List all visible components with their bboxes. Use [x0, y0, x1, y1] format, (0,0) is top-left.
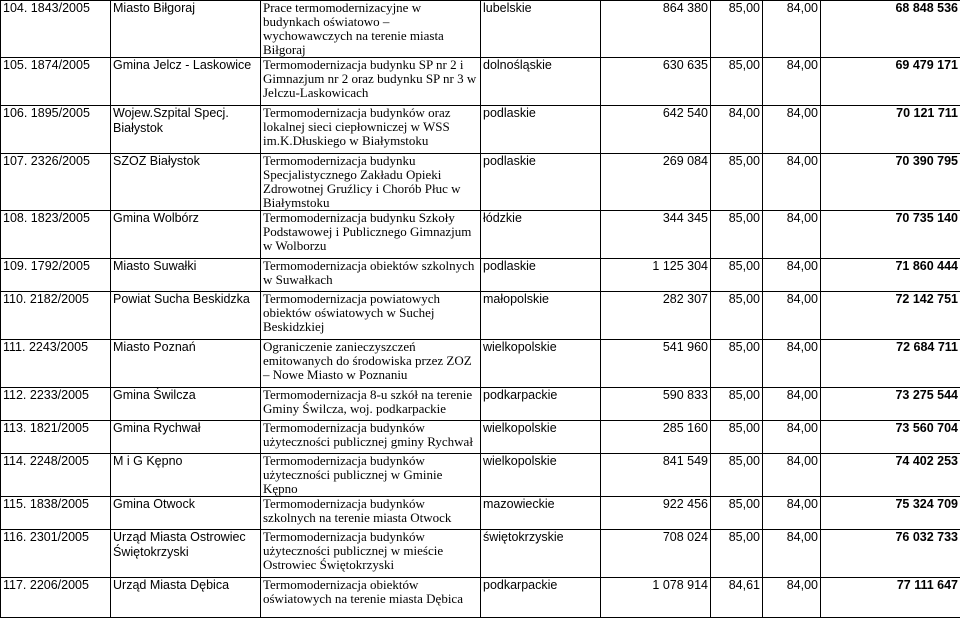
- beneficiary: Miasto Suwałki: [111, 259, 261, 292]
- beneficiary: Gmina Jelcz - Laskowice: [111, 58, 261, 106]
- project-cost: 922 456: [601, 497, 711, 530]
- row-number: 115. 1838/2005: [1, 497, 111, 530]
- cumulative-total: 70 121 711: [821, 106, 960, 154]
- percent-b: 84,00: [763, 58, 821, 106]
- cumulative-total: 72 684 711: [821, 340, 960, 388]
- percent-a: 85,00: [711, 292, 763, 340]
- beneficiary: Gmina Otwock: [111, 497, 261, 530]
- voivodeship: wielkopolskie: [481, 454, 601, 497]
- cumulative-total: 70 390 795: [821, 154, 960, 211]
- cumulative-total: 73 560 704: [821, 421, 960, 454]
- project-cost: 541 960: [601, 340, 711, 388]
- project-description: Ograniczenie zanieczyszczeń emitowanych do środowiska przez ZOZ – Nowe Miasto w Poznaniu: [261, 340, 481, 388]
- project-description: Termomodernizacja budynku Szkoły Podstawowej i Publicznego Gimnazjum w Wolborzu: [261, 211, 481, 259]
- voivodeship: podkarpackie: [481, 578, 601, 618]
- table-row: [1, 454, 960, 497]
- voivodeship: łódzkie: [481, 211, 601, 259]
- voivodeship: mazowieckie: [481, 497, 601, 530]
- percent-b: 84,00: [763, 421, 821, 454]
- cumulative-total: 74 402 253: [821, 454, 960, 497]
- percent-b: 84,00: [763, 154, 821, 211]
- voivodeship: wielkopolskie: [481, 421, 601, 454]
- project-description: Termomodernizacja powiatowych obiektów oświatowych w Suchej Beskidzkiej: [261, 292, 481, 340]
- voivodeship: podkarpackie: [481, 388, 601, 421]
- table-row: [1, 106, 960, 154]
- beneficiary: Urząd Miasta Dębica: [111, 578, 261, 618]
- row-number: 113. 1821/2005: [1, 421, 111, 454]
- project-cost: 841 549: [601, 454, 711, 497]
- beneficiary: Gmina Świlcza: [111, 388, 261, 421]
- voivodeship: podlaskie: [481, 106, 601, 154]
- percent-a: 85,00: [711, 154, 763, 211]
- percent-b: 84,00: [763, 530, 821, 578]
- beneficiary: Gmina Wolbórz: [111, 211, 261, 259]
- beneficiary: Miasto Biłgoraj: [111, 1, 261, 58]
- percent-b: 84,00: [763, 106, 821, 154]
- table-row: [1, 1, 960, 58]
- table-row: [1, 388, 960, 421]
- project-description: Termomodernizacja 8-u szkół na terenie Gminy Świlcza, woj. podkarpackie: [261, 388, 481, 421]
- table-row: [1, 58, 960, 106]
- project-description: Termomodernizacja budynków szkolnych na terenie miasta Otwock: [261, 497, 481, 530]
- project-cost: 344 345: [601, 211, 711, 259]
- percent-a: 85,00: [711, 259, 763, 292]
- beneficiary: Powiat Sucha Beskidzka: [111, 292, 261, 340]
- percent-b: 84,00: [763, 211, 821, 259]
- voivodeship: dolnośląskie: [481, 58, 601, 106]
- row-number: 112. 2233/2005: [1, 388, 111, 421]
- percent-b: 84,00: [763, 340, 821, 388]
- percent-b: 84,00: [763, 497, 821, 530]
- percent-a: 85,00: [711, 58, 763, 106]
- row-number: 106. 1895/2005: [1, 106, 111, 154]
- project-description: Termomodernizacja budynków oraz lokalnej sieci ciepłowniczej w WSS im.K.Dłuskiego w Białymstoku: [261, 106, 481, 154]
- percent-b: 84,00: [763, 1, 821, 58]
- table-row: [1, 421, 960, 454]
- row-number: 114. 2248/2005: [1, 454, 111, 497]
- percent-b: 84,00: [763, 259, 821, 292]
- table-row: [1, 578, 960, 618]
- percent-a: 85,00: [711, 497, 763, 530]
- cumulative-total: 69 479 171: [821, 58, 960, 106]
- project-cost: 282 307: [601, 292, 711, 340]
- table-row: [1, 292, 960, 340]
- beneficiary: Urząd Miasta Ostrowiec Świętokrzyski: [111, 530, 261, 578]
- table-row: [1, 259, 960, 292]
- table-row: [1, 211, 960, 259]
- beneficiary: M i G Kępno: [111, 454, 261, 497]
- table-row: [1, 340, 960, 388]
- percent-a: 85,00: [711, 340, 763, 388]
- project-cost: 590 833: [601, 388, 711, 421]
- project-description: Termomodernizacja obiektów oświatowych na terenie miasta Dębica: [261, 578, 481, 618]
- percent-a: 84,61: [711, 578, 763, 618]
- voivodeship: małopolskie: [481, 292, 601, 340]
- table-row: [1, 154, 960, 211]
- project-description: Termomodernizacja budynków użyteczności publicznej w Gminie Kępno: [261, 454, 481, 497]
- project-cost: 642 540: [601, 106, 711, 154]
- row-number: 104. 1843/2005: [1, 1, 111, 58]
- cumulative-total: 76 032 733: [821, 530, 960, 578]
- percent-b: 84,00: [763, 578, 821, 618]
- row-number: 110. 2182/2005: [1, 292, 111, 340]
- project-description: Termomodernizacja budynków użyteczności publicznej gminy Rychwał: [261, 421, 481, 454]
- cumulative-total: 77 111 647: [821, 578, 960, 618]
- beneficiary: SZOZ Białystok: [111, 154, 261, 211]
- project-description: Termomodernizacja budynku Specjalistycznego Zakładu Opieki Zdrowotnej Gruźlicy i Chorób Płuc w Białymstoku: [261, 154, 481, 211]
- percent-b: 84,00: [763, 388, 821, 421]
- project-cost: 1 078 914: [601, 578, 711, 618]
- project-description: Termomodernizacja obiektów szkolnych w Suwałkach: [261, 259, 481, 292]
- voivodeship: lubelskie: [481, 1, 601, 58]
- project-cost: 864 380: [601, 1, 711, 58]
- beneficiary: Gmina Rychwał: [111, 421, 261, 454]
- percent-a: 85,00: [711, 530, 763, 578]
- percent-a: 84,00: [711, 106, 763, 154]
- cumulative-total: 70 735 140: [821, 211, 960, 259]
- project-description: Termomodernizacja budynków użyteczności publicznej w mieście Ostrowiec Świętokrzyski: [261, 530, 481, 578]
- voivodeship: podlaskie: [481, 154, 601, 211]
- project-description: Prace termomodernizacyjne w budynkach oświatowo – wychowawczych na terenie miasta Biłgoraj: [261, 1, 481, 58]
- row-number: 108. 1823/2005: [1, 211, 111, 259]
- project-cost: 630 635: [601, 58, 711, 106]
- beneficiary: Wojew.Szpital Specj. Białystok: [111, 106, 261, 154]
- cumulative-total: 71 860 444: [821, 259, 960, 292]
- row-number: 107. 2326/2005: [1, 154, 111, 211]
- project-cost: 269 084: [601, 154, 711, 211]
- row-number: 111. 2243/2005: [1, 340, 111, 388]
- percent-a: 85,00: [711, 388, 763, 421]
- cumulative-total: 73 275 544: [821, 388, 960, 421]
- cumulative-total: 72 142 751: [821, 292, 960, 340]
- table-row: [1, 497, 960, 530]
- cumulative-total: 68 848 536: [821, 1, 960, 58]
- project-cost: 708 024: [601, 530, 711, 578]
- voivodeship: wielkopolskie: [481, 340, 601, 388]
- percent-a: 85,00: [711, 1, 763, 58]
- cumulative-total: 75 324 709: [821, 497, 960, 530]
- row-number: 117. 2206/2005: [1, 578, 111, 618]
- beneficiary: Miasto Poznań: [111, 340, 261, 388]
- row-number: 109. 1792/2005: [1, 259, 111, 292]
- percent-b: 84,00: [763, 454, 821, 497]
- table-row: [1, 530, 960, 578]
- row-number: 116. 2301/2005: [1, 530, 111, 578]
- percent-a: 85,00: [711, 211, 763, 259]
- project-cost: 285 160: [601, 421, 711, 454]
- project-cost: 1 125 304: [601, 259, 711, 292]
- percent-b: 84,00: [763, 292, 821, 340]
- voivodeship: świętokrzyskie: [481, 530, 601, 578]
- percent-a: 85,00: [711, 454, 763, 497]
- voivodeship: podlaskie: [481, 259, 601, 292]
- row-number: 105. 1874/2005: [1, 58, 111, 106]
- percent-a: 85,00: [711, 421, 763, 454]
- project-description: Termomodernizacja budynku SP nr 2 i Gimnazjum nr 2 oraz budynku SP nr 3 w Jelczu-Laskowicach: [261, 58, 481, 106]
